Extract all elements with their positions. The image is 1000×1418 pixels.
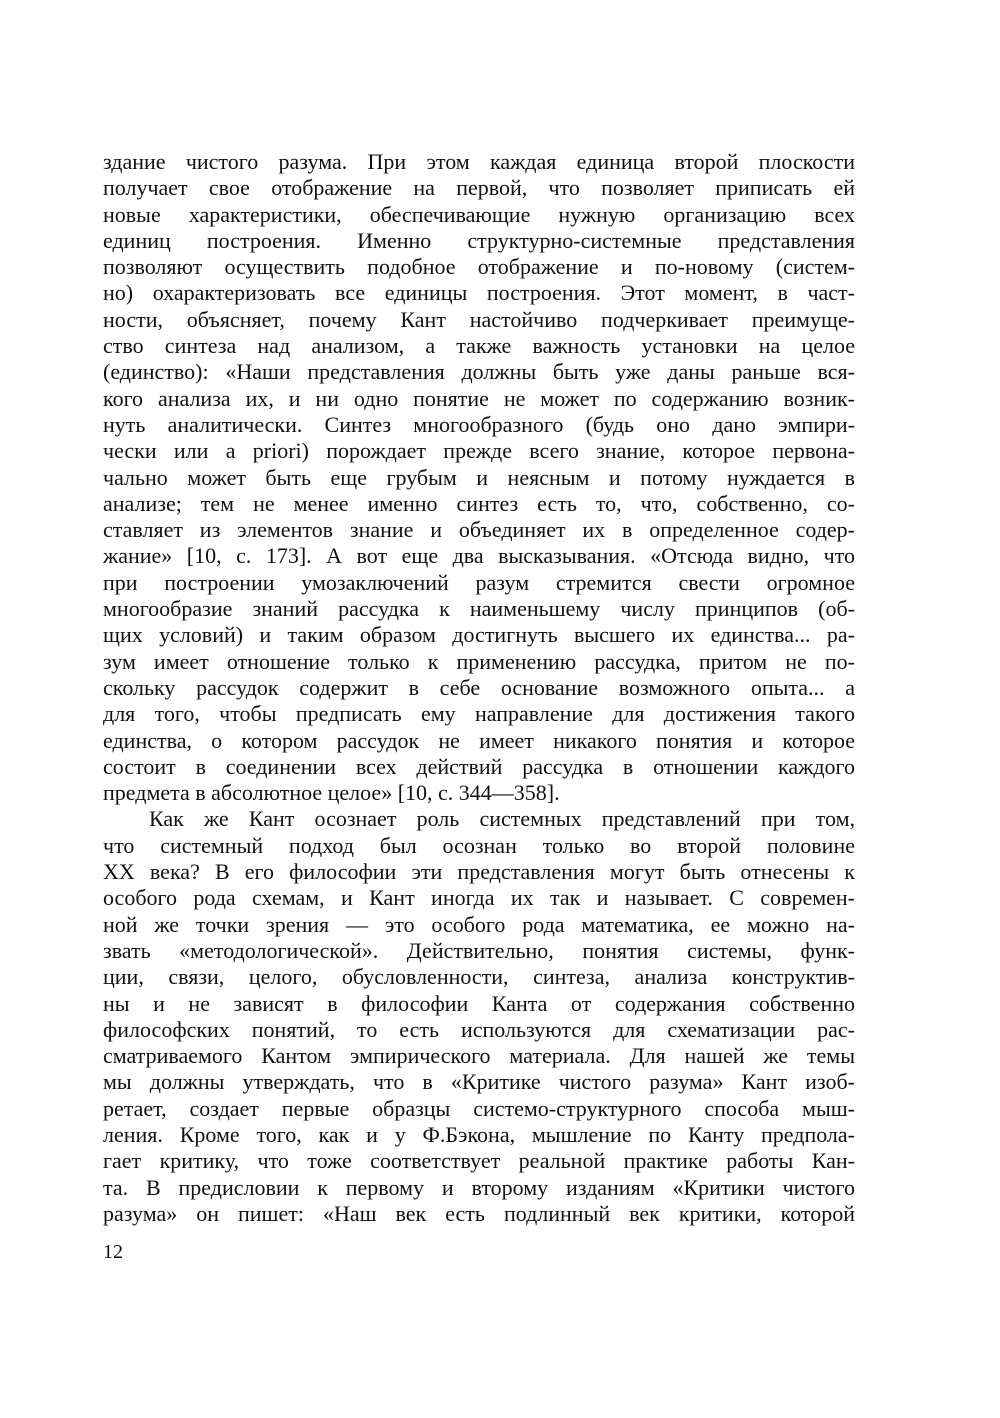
text-line: разума» он пишет: «Наш век есть подлинный век критики, которой: [103, 1200, 855, 1226]
text-line: ной же точки зрения — это особого рода математика, ее можно на-: [103, 911, 855, 937]
text-line: ны и не зависят в философии Канта от содержания собственно: [103, 990, 855, 1016]
text-line: что системный подход был осознан только во второй половине: [103, 832, 855, 858]
page-text-block: [103, 149, 855, 1227]
text-line: анализе; тем не менее именно синтез есть то, что, собственно, со-: [103, 490, 855, 516]
text-line: новые характеристики, обеспечивающие нужную организацию всех: [103, 201, 855, 227]
text-line: философских понятий, то есть используются для схематизации рас-: [103, 1016, 855, 1042]
text-line: чески или a priori) порождает прежде всего знание, которое первона-: [103, 438, 855, 464]
text-line: предмета в абсолютное целое» [10, с. 344—358].: [103, 780, 560, 806]
text-line: щих условий) и таким образом достигнуть высшего их единства... ра-: [103, 622, 855, 648]
text-line: для того, чтобы предписать ему направление для достижения такого: [103, 701, 855, 727]
text-line: нуть аналитически. Синтез многообразного (будь оно дано эмпири-: [103, 411, 855, 437]
text-line: особого рода схемам, и Кант иногда их так и называет. С современ-: [103, 885, 855, 911]
paragraph-1: [103, 149, 855, 806]
text-line: чально может быть еще грубым и неясным и потому нуждается в: [103, 464, 855, 490]
page-number: 12: [103, 1241, 123, 1263]
text-line: гает критику, что тоже соответствует реальной практике работы Кан-: [103, 1148, 855, 1174]
text-line: состоит в соединении всех действий рассудка в отношении каждого: [103, 753, 855, 779]
text-line: мы должны утверждать, что в «Критике чистого разума» Кант изоб-: [103, 1069, 855, 1095]
text-line: но) охарактеризовать все единицы построения. Этот момент, в част-: [103, 280, 855, 306]
text-line: при построении умозаключений разум стремится свести огромное: [103, 569, 855, 595]
text-line: (единство): «Наши представления должны быть уже даны раньше вся-: [103, 359, 855, 385]
text-line: Как же Кант осознает роль системных представлений при том,: [149, 806, 855, 832]
text-line: XX века? В его философии эти представления могут быть отнесены к: [103, 859, 855, 885]
text-line: ство синтеза над анализом, а также важность установки на целое: [103, 333, 855, 359]
text-line: скольку рассудок содержит в себе основание возможного опыта... а: [103, 674, 855, 700]
text-line: позволяют осуществить подобное отображение и по-новому (систем-: [103, 254, 855, 280]
text-line: сматриваемого Кантом эмпирического материала. Для нашей же темы: [103, 1043, 855, 1069]
paragraph-2: [103, 806, 855, 1227]
text-line: получает свое отображение на первой, что позволяет приписать ей: [103, 175, 855, 201]
text-line: та. В предисловии к первому и второму изданиям «Критики чистого: [103, 1174, 855, 1200]
text-line: ретает, создает первые образцы системо-структурного способа мыш-: [103, 1095, 855, 1121]
text-line: звать «методологической». Действительно, понятия системы, функ-: [103, 937, 855, 963]
text-line: ции, связи, целого, обусловленности, синтеза, анализа конструктив-: [103, 964, 855, 990]
text-line: жание» [10, с. 173]. А вот еще два высказывания. «Отсюда видно, что: [103, 543, 855, 569]
text-line: ления. Кроме того, как и у Ф.Бэкона, мышление по Канту предпола-: [103, 1121, 855, 1147]
text-line: единиц построения. Именно структурно-системные представления: [103, 227, 855, 253]
text-line: кого анализа их, и ни одно понятие не может по содержанию возник-: [103, 385, 855, 411]
text-line: зум имеет отношение только к применению рассудка, притом не по-: [103, 648, 855, 674]
text-line: многообразие знаний рассудка к наименьшему числу принципов (об-: [103, 596, 855, 622]
text-line: ставляет из элементов знание и объединяет их в определенное содер-: [103, 517, 855, 543]
text-line: ности, объясняет, почему Кант настойчиво подчеркивает преимуще-: [103, 306, 855, 332]
text-line: здание чистого разума. При этом каждая единица второй плоскости: [103, 149, 855, 174]
text-line: единства, о котором рассудок не имеет никакого понятия и которое: [103, 727, 855, 753]
